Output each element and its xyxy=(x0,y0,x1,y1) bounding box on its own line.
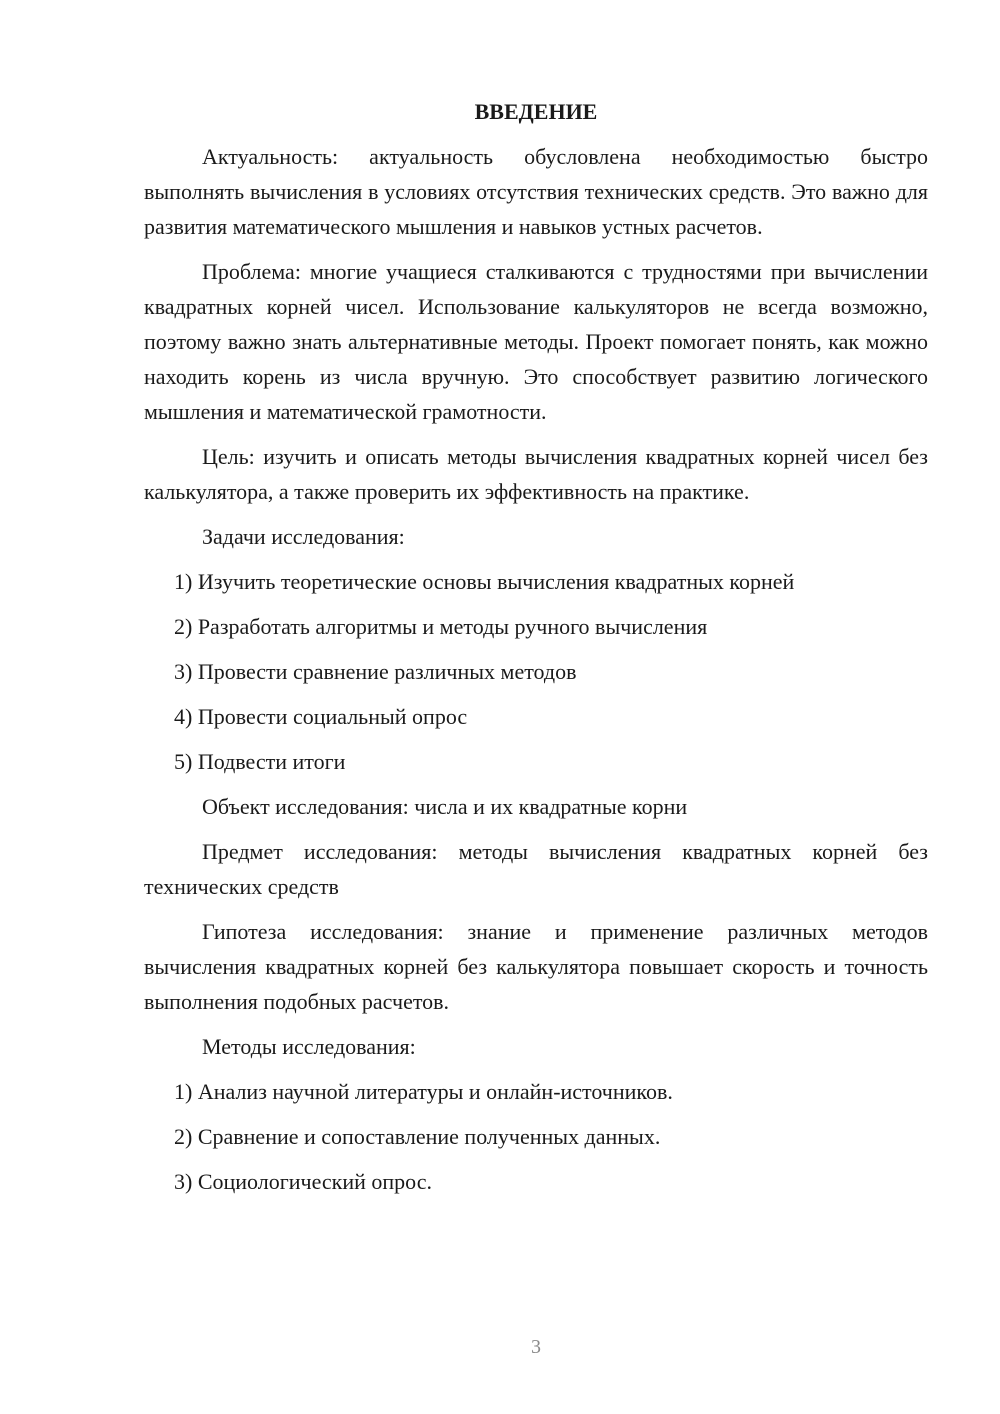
document-body xyxy=(144,94,928,1209)
goal-paragraph: Цель: изучить и описать методы вычисления квадратных корней чисел без калькулятора, а также проверить их эффективность на практике. xyxy=(144,444,928,504)
page-number: 3 xyxy=(531,1336,541,1358)
methods-heading: Методы исследования: xyxy=(202,1034,416,1059)
problem-paragraph: Проблема: многие учащиеся сталкиваются с трудностями при вычислении квадратных корней чисел. Использование калькуляторов не всегда возможно, поэтому важно знать альтернативные методы. Проект помогает понять, как можно находить корень из числа вручную. Это способствует развитию логического мышления и математической грамотности. xyxy=(144,259,928,424)
relevance-paragraph: Актуальность: актуальность обусловлена необходимостью быстро выполнять вычисления в условиях отсутствия технических средств. Это важно для развития математического мышления и навыков устных расчетов. xyxy=(144,144,928,239)
hypothesis-paragraph: Гипотеза исследования: знание и применение различных методов вычисления квадратных корней без калькулятора повышает скорость и точность выполнения подобных расчетов. xyxy=(144,919,928,1014)
method-item-1: 1) Анализ научной литературы и онлайн-источников. xyxy=(174,1079,673,1104)
tasks-heading: Задачи исследования: xyxy=(202,524,405,549)
task-item-4: 4) Провести социальный опрос xyxy=(174,704,468,729)
task-item-2: 2) Разработать алгоритмы и методы ручного вычисления xyxy=(174,614,708,639)
subject-paragraph: Предмет исследования: методы вычисления квадратных корней без технических средств xyxy=(144,839,928,899)
object-paragraph: Объект исследования: числа и их квадратные корни xyxy=(202,794,688,819)
task-item-1: 1) Изучить теоретические основы вычисления квадратных корней xyxy=(174,569,795,594)
section-title: ВВЕДЕНИЕ xyxy=(474,99,598,124)
method-item-3: 3) Социологический опрос. xyxy=(174,1169,432,1194)
method-item-2: 2) Сравнение и сопоставление полученных данных. xyxy=(174,1124,661,1149)
task-item-3: 3) Провести сравнение различных методов xyxy=(174,659,577,684)
task-item-5: 5) Подвести итоги xyxy=(174,749,346,774)
